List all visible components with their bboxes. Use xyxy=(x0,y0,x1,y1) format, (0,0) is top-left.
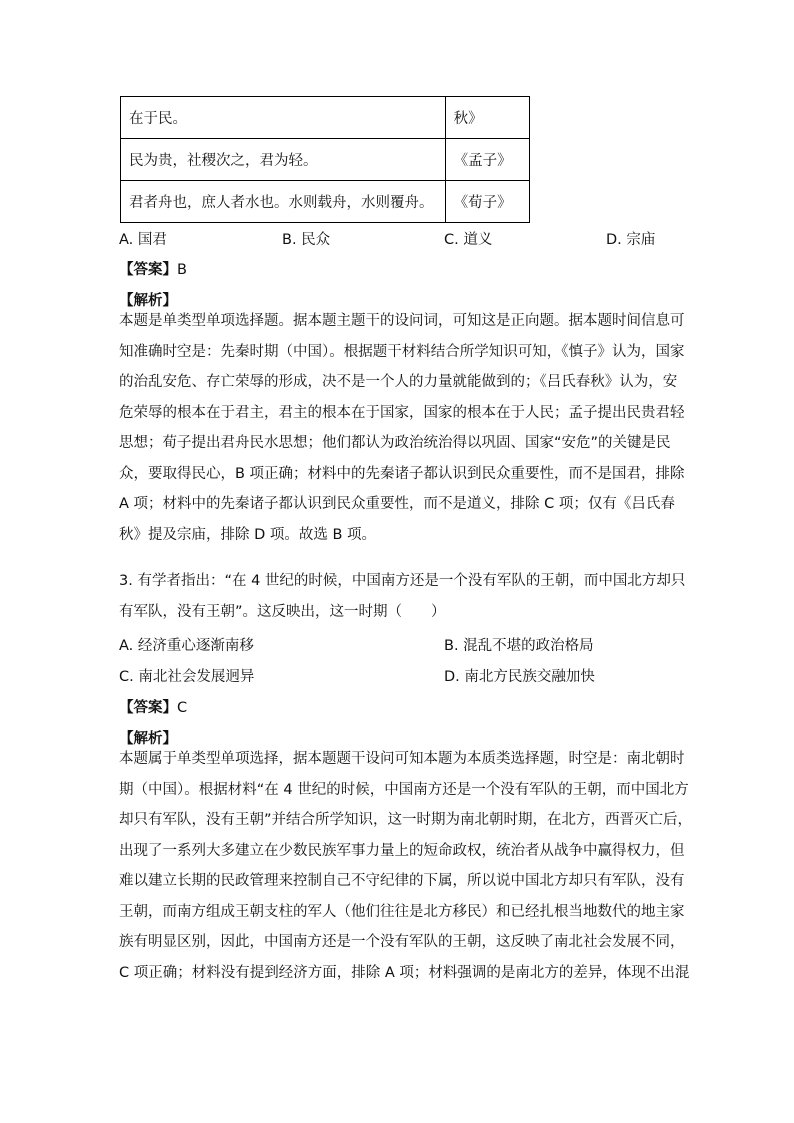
q3-option-a[interactable]: A. 经济重心逐渐南移 xyxy=(119,638,254,654)
analysis-line: 期（中国）。根据材料“在 4 世纪的时候，中国南方还是一个没有军队的王朝，而中国北方 xyxy=(119,781,689,798)
answer-label: 【答案】 xyxy=(119,262,177,278)
stem-line: 3. 有学者指出：“在 4 世纪的时候，中国南方还是一个没有军队的王朝，而中国北方却只 xyxy=(119,573,686,589)
analysis-line: 秋》提及宗庙，排除 D 项。故选 B 项。 xyxy=(119,526,377,543)
table-row xyxy=(121,139,530,181)
q3-analysis-text xyxy=(119,744,693,988)
answer-label: 【答案】 xyxy=(119,700,177,716)
q3-option-c[interactable]: C. 南北社会发展迥异 xyxy=(119,669,255,685)
q3-analysis-heading: 【解析】 xyxy=(119,731,177,747)
analysis-line: 族有明显区别，因此，中国南方还是一个没有军队的王朝，这反映了南北社会发展不同， xyxy=(119,934,685,950)
q2-analysis-heading: 【解析】 xyxy=(119,293,177,309)
analysis-line: 本题属于单类型单项选择，据本题题干设问可知本题为本质类选择题，时空是：南北朝时 xyxy=(119,751,685,767)
table-row xyxy=(121,181,530,223)
q2-answer xyxy=(119,259,187,281)
analysis-line: 危荣辱的根本在于君主，君主的根本在于国家，国家的根本在于人民；孟子提出民贵君轻 xyxy=(119,404,685,421)
analysis-line: C 项正确；材料没有提到经济方面，排除 A 项；材料强调的是南北方的差异，体现不出混 xyxy=(119,964,690,981)
quote-cell: 君者舟也，庶人者水也。水则载舟，水则覆舟。 xyxy=(121,181,446,223)
answer-value: C xyxy=(177,700,188,716)
q3-answer xyxy=(119,697,187,719)
analysis-line: 出现了一系列大多建立在少数民族军事力量上的短命政权，统治者从战争中赢得权力，但 xyxy=(119,842,685,859)
analysis-line: 知准确时空是：先秦时期（中国）。根据题干材料结合所学知识可知，《慎子》认为，国家 xyxy=(119,343,685,360)
answer-value: B xyxy=(177,262,187,278)
source-cell: 《孟子》 xyxy=(445,139,529,181)
analysis-line: 思想；荀子提出君舟民水思想；他们都认为政治统治得以巩固、国家“安危”的关键是民 xyxy=(119,435,671,451)
quote-cell: 在于民。 xyxy=(121,97,446,139)
source-cell: 《荀子》 xyxy=(445,181,529,223)
q2-option-c[interactable]: C. 道义 xyxy=(444,232,493,248)
stem-line: 有军队，没有王朝”。这反映出，这一时期（ ） xyxy=(119,603,446,620)
analysis-line: 却只有军队，没有王朝”并结合所学知识，这一时期为南北朝时期，在北方，西晋灭亡后， xyxy=(119,812,693,828)
q3-option-b[interactable]: B. 混乱不堪的政治格局 xyxy=(444,638,594,654)
q3-stem xyxy=(119,566,686,627)
analysis-line: A 项；材料中的先秦诸子都认识到民众重要性，而不是道义，排除 C 项；仅有《吕氏春 xyxy=(119,496,675,512)
q2-option-a[interactable]: A. 国君 xyxy=(119,232,167,248)
table-row xyxy=(121,97,530,139)
q2-analysis-text xyxy=(119,306,685,550)
quote-cell: 民为贵，社稷次之，君为轻。 xyxy=(121,139,446,181)
source-quote-table xyxy=(120,96,530,223)
q2-option-d[interactable]: D. 宗庙 xyxy=(606,232,656,248)
analysis-line: 众，要取得民心，B 项正确；材料中的先秦诸子都认识到民众重要性，而不是国君，排除 xyxy=(119,465,685,482)
analysis-line: 王朝，而南方组成王朝支柱的军人（他们往往是北方移民）和已经扎根当地数代的地主家 xyxy=(119,903,685,920)
q2-option-b[interactable]: B. 民众 xyxy=(282,232,331,248)
q3-option-d[interactable]: D. 南北方民族交融加快 xyxy=(444,669,595,685)
analysis-line: 难以建立长期的民政管理来控制自己不守纪律的下属，所以说中国北方却只有军队，没有 xyxy=(119,873,685,889)
analysis-line: 的治乱安危、存亡荣辱的形成，决不是一个人的力量就能做到的；《吕氏春秋》认为，安 xyxy=(119,374,678,390)
analysis-line: 本题是单类型单项选择题。据本题主题干的设问词，可知这是正向题。据本题时间信息可 xyxy=(119,313,685,329)
source-cell: 秋》 xyxy=(445,97,529,139)
